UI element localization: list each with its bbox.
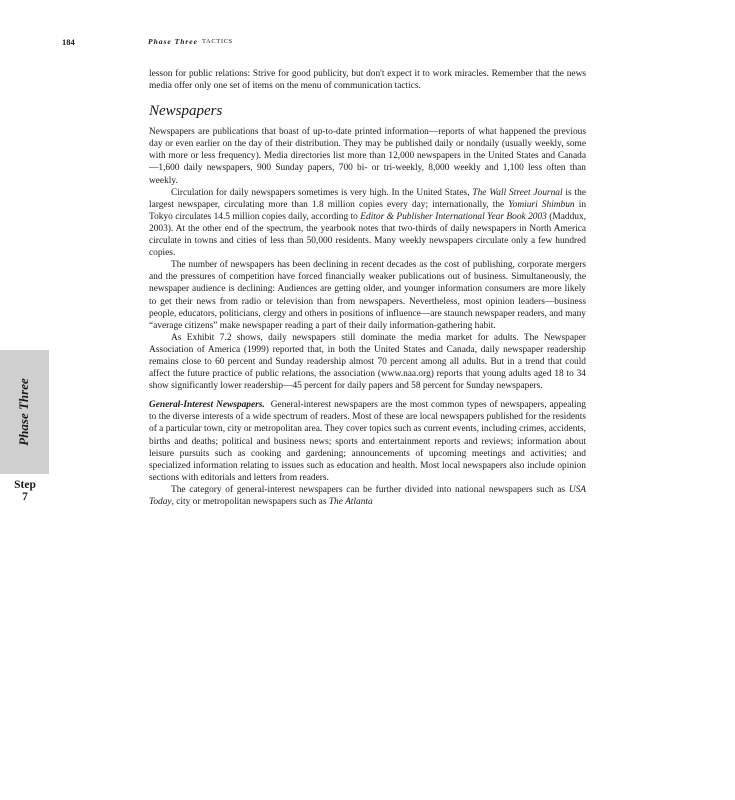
text-run: is the largest newspaper, circulating more than 1.8 million copies every day; internationally, the: [149, 187, 586, 210]
paragraph-decline: The number of newspapers has been declining in recent decades as the cost of publishing, corporate mergers and the pressures of competition have forced financially weaker publications out of business. Simultaneously, the newspaper audience is declining: Audiences are getting older, and younger information consumers are more likely to get their news from radio or television than from newspapers. Nevertheless, most opinion leaders—business people, educators, politicians, clergy and others in positions of influence—are staunch newspaper readers, and many “average citizens” make newspaper reading a part of their daily information-gathering habit.: [149, 260, 586, 331]
publication-title: Editor & Publisher International Year Book 2003: [360, 211, 547, 222]
step-marker: [2, 479, 48, 503]
step-number: 7: [22, 491, 28, 503]
running-head-phase: Phase Three: [148, 37, 198, 46]
section-heading: Newspapers: [149, 103, 223, 120]
text-run: in Tokyo circulates 14.5 million copies daily, according to: [149, 199, 587, 222]
paragraph-circulation: [149, 187, 586, 260]
side-tab-label: Phase Three: [16, 378, 31, 446]
paragraph-readership: As Exhibit 7.2 shows, daily newspapers still dominate the media market for adults. The Newspaper Association of America (1999) reported that, in both the United States and Canada, daily newspaper readership remains close to 60 percent and Sunday readership almost 70 percent among all adults. But in a trend that could affect the future practice of public relations, the association (www.naa.org) reports that young adults aged 18 to 34 show significantly lower readership—45 percent for daily papers and 58 percent for Sunday newspapers.: [149, 332, 586, 392]
page-body: [149, 68, 586, 508]
run-in-heading: General-Interest Newspapers.: [149, 400, 265, 411]
page-number: 184: [62, 37, 75, 47]
text-run: , city or metropolitan newspapers such as: [171, 497, 329, 507]
publication-title: Yomiuri Shimbun: [508, 199, 575, 210]
phase-side-tab: [0, 350, 49, 474]
text-run: Circulation for daily newspapers sometimes is very high. In the United States,: [171, 187, 473, 198]
paragraph-general-interest: [149, 399, 586, 484]
paragraph-newspapers-definition: Newspapers are publications that boast of up-to-date printed information—reports of what happened the previous day or even earlier on the day of their distribution. They may be published daily or nondaily (usually weekly, some with more or less frequency). Media directories list more than 12,000 newspapers in the United States and Canada—1,600 daily newspapers, 900 Sunday papers, 700 bi- or tri-weekly, 8,000 weekly and 1,100 less often than weekly.: [149, 127, 586, 186]
intro-paragraph: lesson for public relations: Strive for good publicity, but don't expect it to work miracles. Remember that the news media offer only one set of items on the menu of communication tactics.: [149, 69, 586, 92]
running-head-section: TACTICS: [202, 38, 233, 45]
publication-title: The Atlanta: [328, 497, 373, 507]
publication-title: USA Today: [149, 484, 586, 507]
step-word: Step: [14, 479, 36, 491]
text-run: General-interest newspapers are the most common types of newspapers, appealing to the diverse interests of a wide spectrum of readers. Most of these are local newspapers published for the residents of a particular town, city or metropolitan area. They cover topics such as current events, including crimes, accidents, births and deaths; political and business news; sports and entertainment reports and reviews; information about leisure pursuits such as cooking and gardening; announcements of upcoming meetings and activities; and specialized information relating to issues such as education and health. Most local newspapers also include opinion sections with editorials and letters from readers.: [149, 400, 586, 483]
text-run: The category of general-interest newspapers can be further divided into national newspapers such as: [171, 484, 569, 495]
text-run: (Maddux, 2003). At the other end of the spectrum, the yearbook notes that two-thirds of daily newspapers in North America circulate in towns and cities of less than 50,000 residents. Many weekly newspapers circulate only a few hundred copies.: [149, 211, 586, 259]
publication-title: The Wall Street Journal: [472, 187, 563, 198]
paragraph-categories: [149, 484, 586, 508]
running-head: [62, 36, 602, 48]
